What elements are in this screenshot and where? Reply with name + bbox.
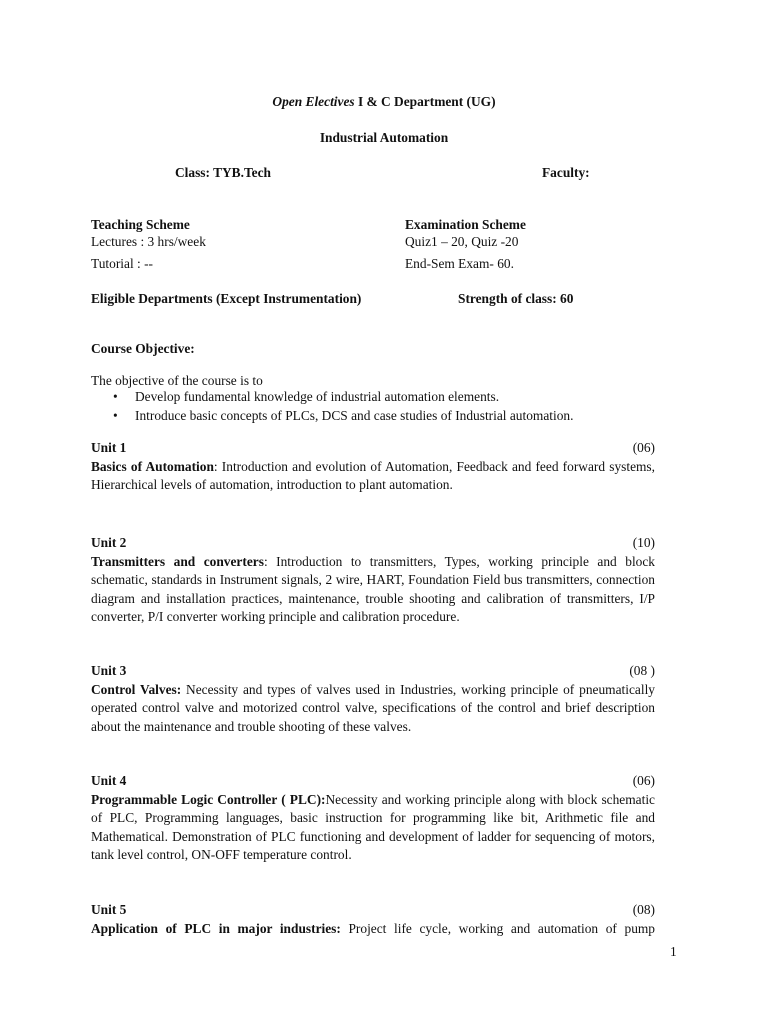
unit-topic: Transmitters and converters — [91, 553, 264, 569]
unit-label: Unit 5 — [91, 902, 127, 917]
objective-list — [107, 388, 573, 425]
unit-hours: (08) — [632, 902, 655, 917]
endsem-text: End-Sem Exam- 60. — [405, 256, 514, 271]
unit-3 — [91, 662, 655, 736]
unit-hours: (10) — [632, 535, 655, 550]
objective-bullet: • Introduce basic concepts of PLCs, DCS and case studies of Industrial automation. — [107, 407, 573, 426]
course-objective-heading: Course Objective: — [91, 341, 195, 356]
unit-label: Unit 4 — [91, 773, 127, 788]
unit-5 — [91, 901, 655, 938]
unit-topic: Application of PLC in major industries: — [91, 920, 341, 936]
title-italic: Open Electives — [272, 94, 355, 109]
objective-bullet: • Develop fundamental knowledge of industrial automation elements. — [107, 388, 573, 407]
course-name: Industrial Automation — [319, 130, 449, 145]
unit-label: Unit 2 — [91, 535, 127, 550]
unit-topic: Basics of Automation — [91, 458, 214, 474]
quiz-text: Quiz1 – 20, Quiz -20 — [405, 234, 519, 249]
examination-scheme-heading: Examination Scheme — [405, 217, 526, 232]
unit-description: Necessity and working principle along with block schematic of PLC, Programming languages, basic instruction for programming like bit, Arithmetic file and Mathematical. Demonstration of PLC functioning and development of ladder for sequencing of motors, tank level control, ON-OFF temperature control. — [91, 791, 655, 863]
eligible-departments: Eligible Departments (Except Instrumentation) — [91, 291, 362, 306]
tutorial-text: Tutorial : -- — [91, 256, 153, 271]
unit-hours: (06) — [632, 440, 655, 455]
class-label: Class: TYB.Tech — [175, 165, 271, 180]
unit-label: Unit 1 — [91, 440, 127, 455]
lectures-text: Lectures : 3 hrs/week — [91, 234, 206, 249]
class-strength: Strength of class: 60 — [458, 291, 574, 306]
unit-hours: (08 ) — [629, 663, 655, 678]
objective-intro: The objective of the course is to — [91, 373, 263, 388]
unit-description: : Introduction and evolution of Automation, Feedback and feed forward systems, Hierarchical levels of automation, introduction to plant automation. — [91, 458, 655, 493]
title-rest: I & C Department (UG) — [354, 94, 496, 109]
unit-description: : Introduction to transmitters, Types, working principle and block schematic, standards in Instrument signals, 2 wire, HART, Foundation Field bus transmitters, connection diagram and installation practices, maintenance, trouble shooting and calibration of transmitters, I/P converter, P/I converter working principle and calibration procedure. — [91, 553, 655, 625]
unit-1 — [91, 439, 655, 495]
unit-label: Unit 3 — [91, 663, 127, 678]
document-title — [0, 93, 768, 112]
unit-hours: (06) — [632, 773, 655, 788]
unit-topic: Programmable Logic Controller ( PLC): — [91, 791, 326, 807]
teaching-scheme-heading: Teaching Scheme — [91, 217, 190, 232]
faculty-label: Faculty: — [542, 165, 590, 180]
unit-topic: Control Valves: — [91, 681, 182, 697]
unit-2 — [91, 534, 655, 627]
page-number: 1 — [670, 944, 677, 959]
unit-description: Necessity and types of valves used in Industries, working principle of pneumatically operated control valve and motorized control valve, specifications of the control and brief description about the maintenance and trouble shooting of these valves. — [91, 681, 655, 734]
unit-description: Project life cycle, working and automation of pump — [340, 920, 655, 936]
unit-4 — [91, 772, 655, 865]
